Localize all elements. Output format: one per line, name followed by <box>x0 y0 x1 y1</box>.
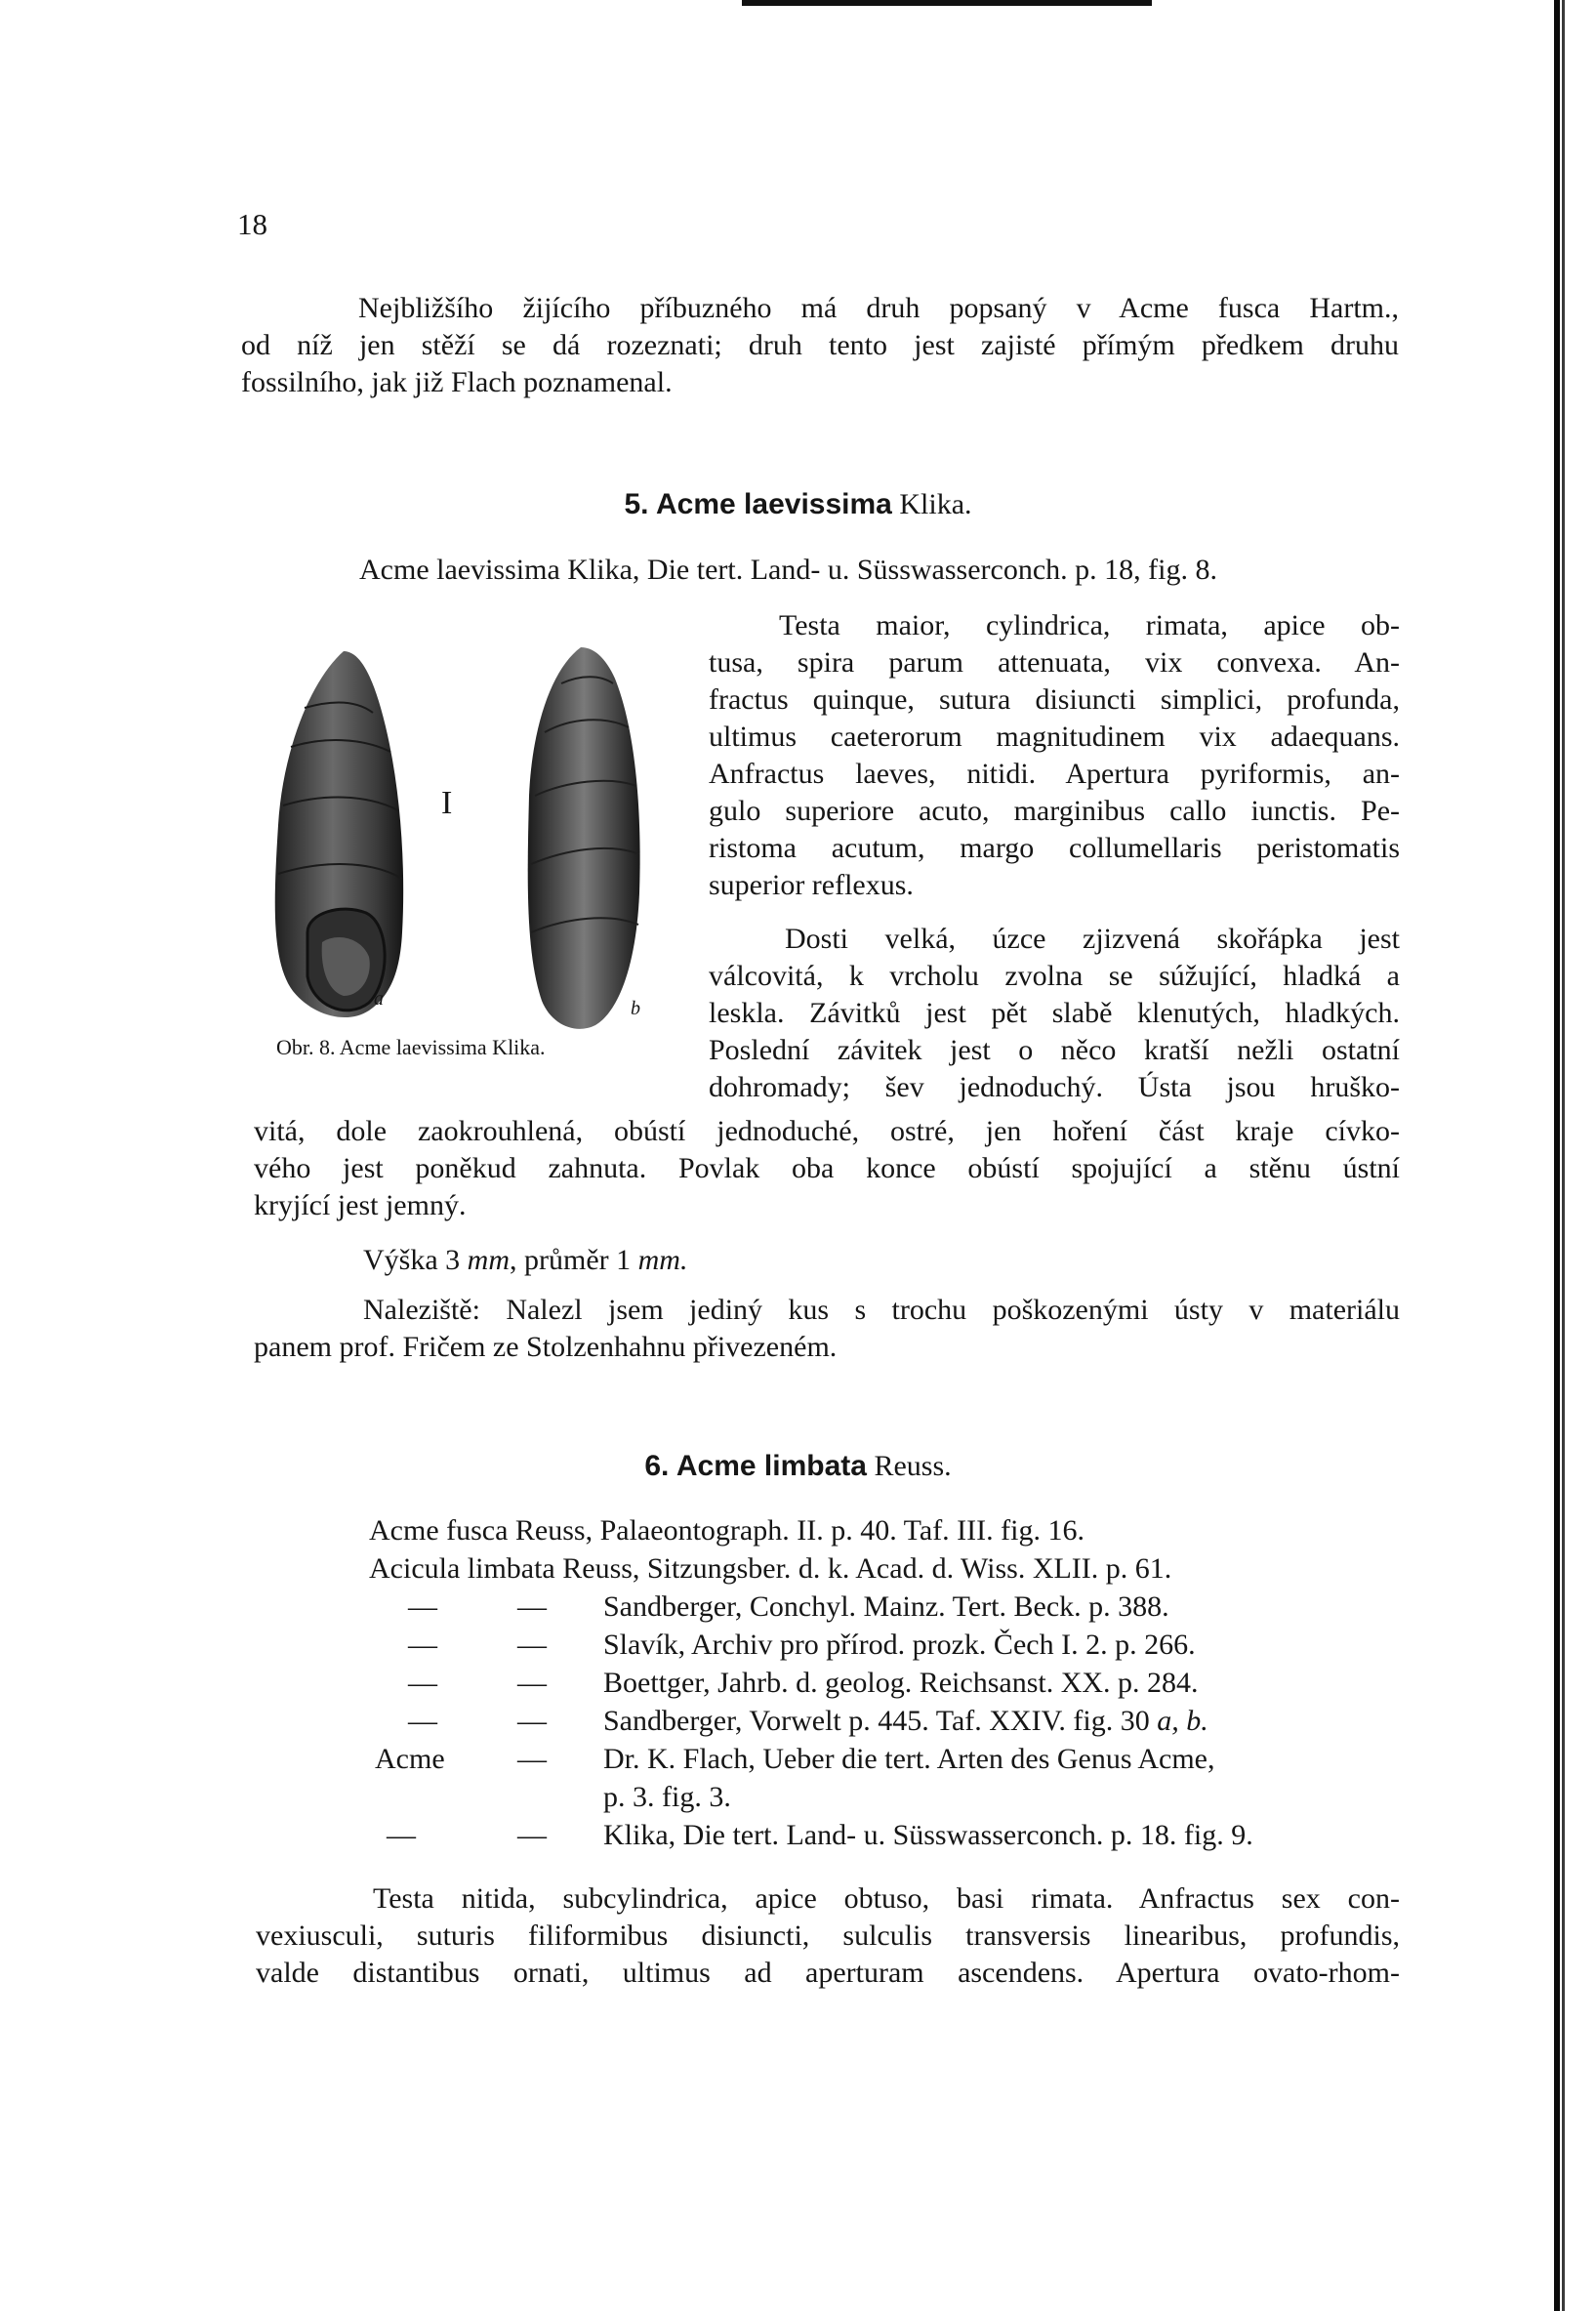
synonym-dash: — <box>387 1819 416 1851</box>
section5-size <box>363 1242 687 1279</box>
figure-label-b: b <box>631 998 640 1019</box>
synonym-ref: p. 3. fig. 3. <box>603 1781 731 1813</box>
synonym-dash: — <box>517 1667 547 1699</box>
czech-line: Poslední závitek jest o něco kratší nežli ostatní <box>709 1034 1400 1066</box>
synonym-dash: — <box>408 1590 437 1623</box>
synonym-row: Acicula limbata Reuss, Sitzungsber. d. k. Acad. d. Wiss. XLII. p. 61. <box>369 1552 1172 1585</box>
latin-line: superior reflexus. <box>709 869 914 901</box>
latin-line: gulo superiore acuto, marginibus callo iunctis. Pe- <box>709 795 1400 827</box>
section6-latin-description <box>256 1880 1400 1992</box>
shell-b-icon <box>528 647 640 1029</box>
size-diameter: , průměr 1 <box>510 1244 632 1276</box>
locality-line: panem prof. Fričem ze Stolzenhahnu přivezeném. <box>254 1331 838 1363</box>
synonym-ref: Klika, Die tert. Land- u. Süsswasserconch. p. 18. fig. 9. <box>603 1819 1253 1851</box>
intro-line: fossilního, jak již Flach poznamenal. <box>241 366 673 398</box>
latin-line: ultimus caeterorum magnitudinem vix adaequans. <box>709 721 1400 753</box>
latin-line: Testa maior, cylindrica, rimata, apice ob- <box>779 609 1400 641</box>
synonym-ref <box>603 1703 1208 1740</box>
figure-label-a: a <box>374 988 384 1010</box>
size-unit: mm <box>467 1244 510 1276</box>
czech-line: leskla. Závitků jest pět slabě klenutých, hladkých. <box>709 997 1400 1029</box>
latin-line: vexiusculi, suturis filiformibus disiuncti, sulculis transversis linearibus, profundis, <box>256 1919 1400 1952</box>
czech-line: vého jest poněkud zahnuta. Povlak oba konce obústí spojující a stěnu ústní <box>254 1152 1400 1184</box>
czech-line: vitá, dole zaokrouhlená, obústí jednoduché, ostré, jen hoření část kraje cívko- <box>254 1115 1400 1147</box>
synonym-dash: — <box>517 1590 547 1623</box>
synonym-dash: — <box>517 1629 547 1661</box>
synonym-row: Acme fusca Reuss, Palaeontograph. II. p. 40. Taf. III. fig. 16. <box>369 1514 1084 1547</box>
scan-edge-right-inner <box>1562 0 1565 2311</box>
synonym-dash: — <box>517 1819 547 1851</box>
czech-line: dohromady; šev jednoduchý. Ústa jsou hruško- <box>709 1071 1400 1103</box>
czech-line: kryjící jest jemný. <box>254 1189 467 1221</box>
latin-line: fractus quinque, sutura disiuncti simplici, profunda, <box>709 683 1400 716</box>
section5-heading <box>0 486 1596 523</box>
synonym-ref-figs: a, b. <box>1157 1705 1208 1737</box>
synonym-dash: — <box>517 1743 547 1775</box>
synonym-ref: Sandberger, Conchyl. Mainz. Tert. Beck. p. 388. <box>603 1590 1169 1623</box>
section5-number: 5. <box>624 488 649 520</box>
section6-species-name: Acme limbata <box>675 1450 867 1482</box>
latin-line: Anfractus laeves, nitidi. Apertura pyriformis, an- <box>709 758 1400 790</box>
section5-author: Klika. <box>899 488 972 520</box>
latin-line: valde distantibus ornati, ultimus ad aperturam ascendens. Apertura ovato-rhom- <box>256 1957 1400 1989</box>
section6-number: 6. <box>644 1450 670 1482</box>
latin-line: Testa nitida, subcylindrica, apice obtuso, basi rimata. Anfractus sex con- <box>373 1882 1400 1915</box>
section5-synonym: Acme laevissima Klika, Die tert. Land- u. Süsswasserconch. p. 18, fig. 8. <box>359 554 1217 586</box>
section6-heading <box>0 1448 1596 1485</box>
scan-edge-right <box>1554 0 1560 2311</box>
page-number: 18 <box>237 207 267 241</box>
section5-locality <box>254 1292 1400 1366</box>
synonym-ref: Slavík, Archiv pro přírod. prozk. Čech I. 2. p. 266. <box>603 1629 1196 1661</box>
section5-czech-description <box>709 921 1400 1106</box>
section5-latin-description <box>709 607 1400 904</box>
czech-line: Dosti velká, úzce zjizvená skořápka jest <box>785 923 1400 955</box>
section6-author: Reuss. <box>874 1450 952 1482</box>
scan-edge-top <box>742 0 1152 6</box>
synonym-ref: Boettger, Jahrb. d. geolog. Reichsanst. XX. p. 284. <box>603 1667 1199 1699</box>
czech-line: válcovitá, k vrcholu zvolna se súžující, hladká a <box>709 960 1400 992</box>
intro-paragraph <box>241 290 1399 401</box>
size-unit: mm. <box>637 1244 688 1276</box>
intro-line: Nejbližšího žijícího příbuzného má druh popsaný v Acme fusca Hartm., <box>358 292 1399 324</box>
synonym-dash: — <box>408 1705 437 1737</box>
synonym-dash: — <box>517 1705 547 1737</box>
figure-roman-label: I <box>441 785 453 821</box>
latin-line: ristoma acutum, margo collumellaris peristomatis <box>709 832 1400 864</box>
section5-species-name: Acme laevissima <box>656 488 892 520</box>
size-height: Výška 3 <box>363 1244 461 1276</box>
locality-line: Naleziště: Nalezl jsem jediný kus s trochu poškozenými ústy v materiálu <box>363 1294 1400 1326</box>
latin-line: tusa, spira parum attenuata, vix convexa. An- <box>709 646 1400 679</box>
intro-line: od níž jen stěží se dá rozeznati; druh tento jest zajisté přímým předkem druhu <box>241 329 1399 361</box>
synonym-dash: — <box>408 1629 437 1661</box>
synonym-genus: Acme <box>375 1743 445 1775</box>
shell-a-icon <box>275 651 403 1017</box>
section5-czech-continuation <box>254 1113 1400 1224</box>
shell-figure <box>254 640 664 1069</box>
synonym-ref-text: Sandberger, Vorwelt p. 445. Taf. XXIV. fig. 30 <box>603 1705 1150 1737</box>
figure-caption: Obr. 8. Acme laevissima Klika. <box>276 1035 546 1059</box>
synonym-ref: Dr. K. Flach, Ueber die tert. Arten des Genus Acme, <box>603 1743 1215 1775</box>
synonym-dash: — <box>408 1667 437 1699</box>
